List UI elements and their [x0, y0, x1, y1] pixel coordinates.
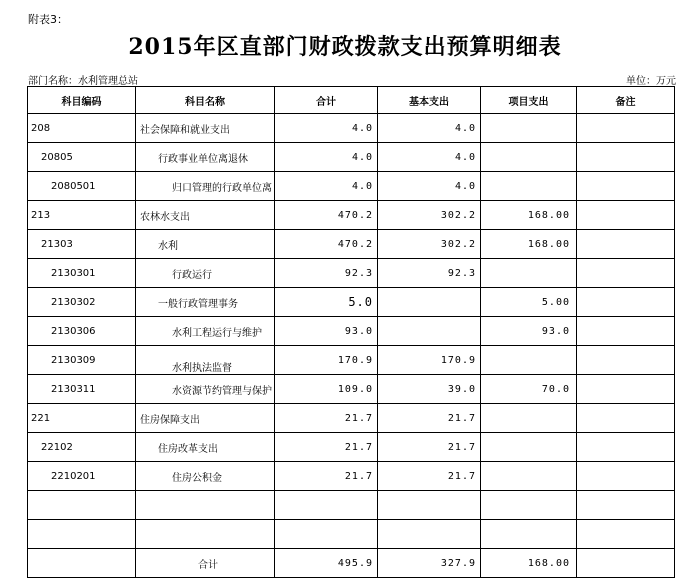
cell-name: 合计 [136, 549, 275, 578]
cell-name: 行政运行 [136, 259, 275, 288]
cell-total: 109.0 [275, 375, 378, 404]
cell-basic: 21.7 [378, 462, 481, 491]
cell-basic: 170.9 [378, 346, 481, 375]
cell-note [577, 433, 675, 462]
table-header-row [28, 87, 675, 114]
cell-code: 2130302 [28, 288, 136, 317]
table-total-row [28, 549, 675, 578]
table-row [28, 288, 675, 317]
cell-code: 2080501 [28, 172, 136, 201]
cell-note [577, 317, 675, 346]
cell-project: 168.00 [481, 549, 577, 578]
cell-basic: 302.2 [378, 201, 481, 230]
cell-project: 70.0 [481, 375, 577, 404]
cell-basic [378, 288, 481, 317]
cell-basic: 4.0 [378, 172, 481, 201]
cell-project [481, 114, 577, 143]
cell-total: 170.9 [275, 346, 378, 375]
cell-code: 20805 [28, 143, 136, 172]
attachment-label: 附表3： [28, 13, 68, 26]
cell-total [275, 491, 378, 520]
cell-total: 92.3 [275, 259, 378, 288]
cell-name: 农林水支出 [136, 201, 275, 230]
cell-name: 住房保障支出 [136, 404, 275, 433]
cell-total: 5.0 [275, 288, 378, 317]
cell-name: 住房改革支出 [136, 433, 275, 462]
cell-name: 水资源节约管理与保护 [136, 375, 275, 404]
table-row [28, 346, 675, 375]
cell-code: 2130311 [28, 375, 136, 404]
table-row [28, 462, 675, 491]
table-row [28, 114, 675, 143]
cell-note [577, 346, 675, 375]
cell-note [577, 230, 675, 259]
header-name: 科目名称 [136, 87, 275, 114]
cell-project [481, 404, 577, 433]
table-row [28, 201, 675, 230]
header-project: 项目支出 [481, 87, 577, 114]
cell-total: 93.0 [275, 317, 378, 346]
table-row [28, 172, 675, 201]
page-title: 2015年区直部门财政拨款支出预算明细表 [128, 34, 562, 60]
cell-name [136, 346, 275, 375]
cell-code [28, 491, 136, 520]
header-note: 备注 [577, 87, 675, 114]
cell-note [577, 143, 675, 172]
cell-note [577, 114, 675, 143]
cell-project: 168.00 [481, 201, 577, 230]
cell-name: 水利 [136, 230, 275, 259]
cell-code: 22102 [28, 433, 136, 462]
table-row [28, 143, 675, 172]
cell-total: 470.2 [275, 201, 378, 230]
cell-note [577, 549, 675, 578]
cell-basic [378, 491, 481, 520]
cell-code: 2130309 [28, 346, 136, 375]
budget-table [27, 86, 675, 578]
cell-project [481, 491, 577, 520]
cell-project [481, 462, 577, 491]
cell-note [577, 404, 675, 433]
cell-basic: 21.7 [378, 433, 481, 462]
cell-name: 一般行政管理事务 [136, 288, 275, 317]
cell-note [577, 201, 675, 230]
header-basic: 基本支出 [378, 87, 481, 114]
cell-code: 208 [28, 114, 136, 143]
cell-note [577, 375, 675, 404]
cell-basic [378, 520, 481, 549]
cell-note [577, 288, 675, 317]
unit-label: 单位：万元 [626, 76, 676, 87]
cell-total: 470.2 [275, 230, 378, 259]
cell-basic: 21.7 [378, 404, 481, 433]
department-label: 部门名称：水利管理总站 [28, 76, 138, 87]
table-row [28, 317, 675, 346]
table-row [28, 491, 675, 520]
cell-code: 2130306 [28, 317, 136, 346]
cell-code: 213 [28, 201, 136, 230]
cell-code: 221 [28, 404, 136, 433]
cell-note [577, 520, 675, 549]
table-row [28, 520, 675, 549]
cell-code [28, 520, 136, 549]
cell-basic: 302.2 [378, 230, 481, 259]
cell-project: 5.00 [481, 288, 577, 317]
cell-project: 93.0 [481, 317, 577, 346]
cell-note [577, 491, 675, 520]
cell-basic: 327.9 [378, 549, 481, 578]
cell-total: 495.9 [275, 549, 378, 578]
cell-total: 21.7 [275, 462, 378, 491]
cell-name: 住房公积金 [136, 462, 275, 491]
cell-code: 21303 [28, 230, 136, 259]
cell-name [136, 491, 275, 520]
cell-project [481, 346, 577, 375]
cell-name: 社会保障和就业支出 [136, 114, 275, 143]
cell-project [481, 259, 577, 288]
cell-code: 2130301 [28, 259, 136, 288]
cell-project [481, 433, 577, 462]
cell-total [275, 520, 378, 549]
cell-name: 归口管理的行政单位离 [136, 172, 275, 201]
cell-basic: 4.0 [378, 114, 481, 143]
cell-code [28, 549, 136, 578]
cell-note [577, 172, 675, 201]
table-row [28, 259, 675, 288]
cell-code: 2210201 [28, 462, 136, 491]
table-row [28, 433, 675, 462]
cell-total: 4.0 [275, 114, 378, 143]
table-row [28, 230, 675, 259]
cell-name: 行政事业单位离退休 [136, 143, 275, 172]
cell-name: 水利工程运行与维护 [136, 317, 275, 346]
table-row [28, 375, 675, 404]
cell-name [136, 520, 275, 549]
cell-project [481, 143, 577, 172]
cell-basic [378, 317, 481, 346]
cell-total: 4.0 [275, 143, 378, 172]
cell-basic: 39.0 [378, 375, 481, 404]
cell-basic: 92.3 [378, 259, 481, 288]
cell-project [481, 172, 577, 201]
cell-total: 21.7 [275, 404, 378, 433]
cell-total: 4.0 [275, 172, 378, 201]
cell-total: 21.7 [275, 433, 378, 462]
header-code: 科目编码 [28, 87, 136, 114]
cell-project [481, 520, 577, 549]
table-row [28, 404, 675, 433]
cell-note [577, 259, 675, 288]
header-total: 合计 [275, 87, 378, 114]
cell-name-text: 水利执法监督 [172, 362, 232, 374]
cell-project: 168.00 [481, 230, 577, 259]
cell-note [577, 462, 675, 491]
cell-basic: 4.0 [378, 143, 481, 172]
